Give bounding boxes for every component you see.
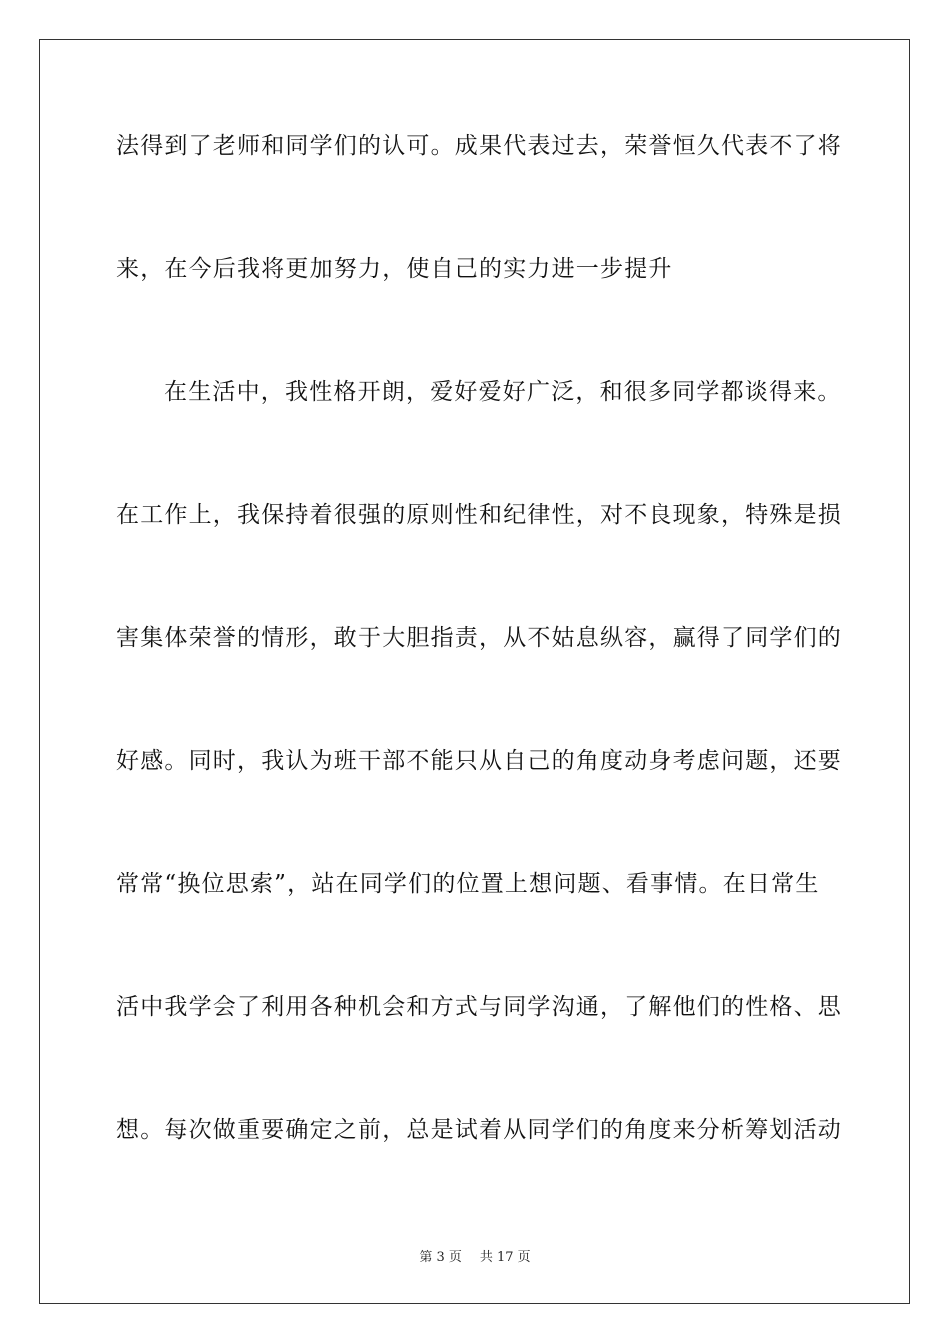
text-line: 好感。同时，我认为班干部不能只从自己的角度动身考虑问题，还要: [116, 748, 842, 774]
page-number: 第 3 页: [419, 1250, 462, 1265]
text-line: 想。每次做重要确定之前，总是试着从同学们的角度来分析筹划活动: [116, 1117, 842, 1143]
page-footer: [0, 1246, 950, 1265]
text-line: 活中我学会了利用各种机会和方式与同学沟通，了解他们的性格、思: [116, 994, 842, 1020]
document-body: [116, 126, 842, 1233]
text-line: 来，在今后我将更加努力，使自己的实力进一步提升: [116, 256, 673, 282]
page-total: 共 17 页: [479, 1250, 531, 1265]
text-line: 害集体荣誉的情形，敢于大胆指责，从不姑息纵容，赢得了同学们的: [116, 625, 842, 651]
paragraph-start-line: 在生活中，我性格开朗，爱好爱好广泛，和很多同学都谈得来。: [164, 379, 842, 405]
text-line: 在工作上，我保持着很强的原则性和纪律性，对不良现象，特殊是损: [116, 502, 842, 528]
text-line: 常常“换位思索”，站在同学们的位置上想问题、看事情。在日常生: [116, 871, 820, 897]
text-line: 法得到了老师和同学们的认可。成果代表过去，荣誉恒久代表不了将: [116, 133, 842, 159]
